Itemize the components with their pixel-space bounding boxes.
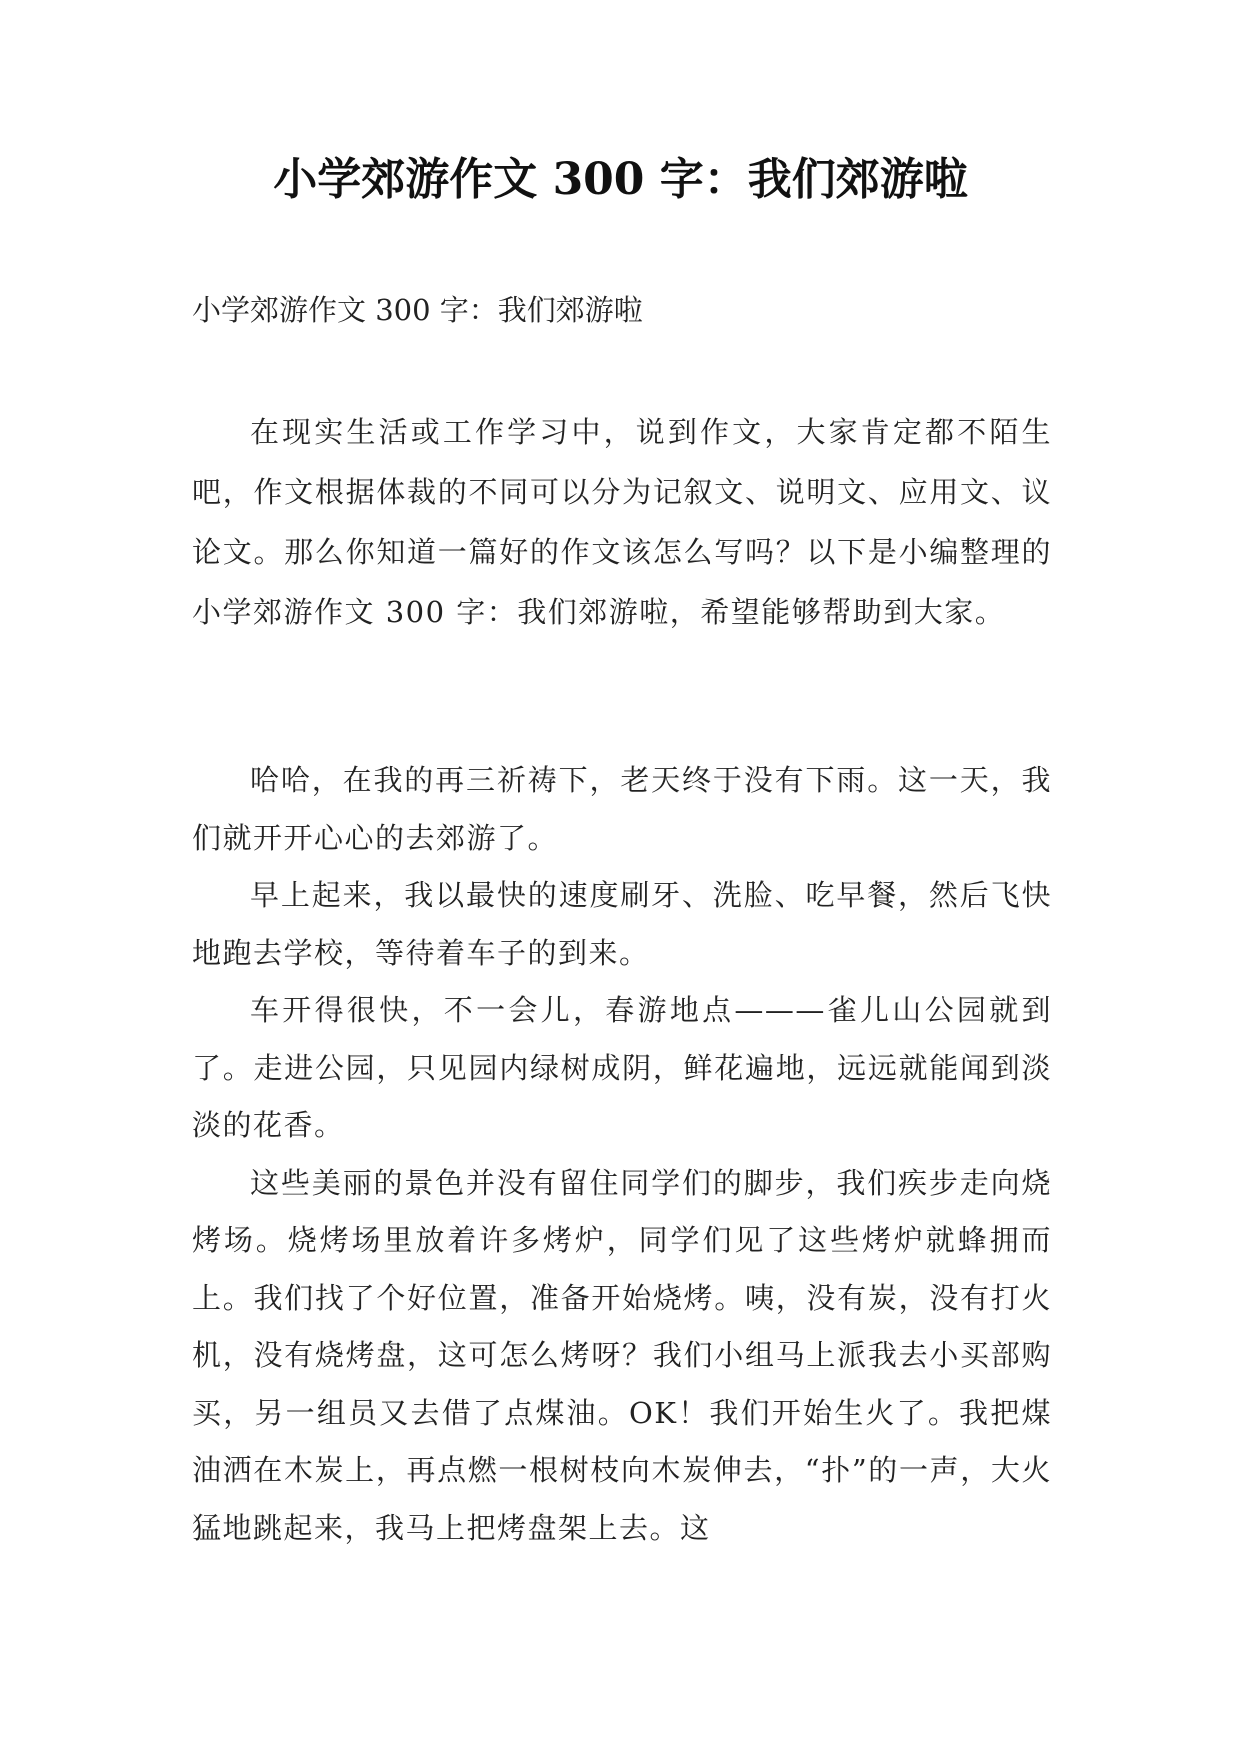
story-paragraph-2: 早上起来，我以最快的速度刷牙、洗脸、吃早餐，然后飞快地跑去学校，等待着车子的到来。 bbox=[192, 878, 1052, 970]
story-paragraph-1: 哈哈，在我的再三祈祷下，老天终于没有下雨。这一天，我们就开开心心的去郊游了。 bbox=[192, 763, 1052, 855]
document-title: 小学郊游作文 300 字：我们郊游啦 bbox=[273, 154, 968, 205]
story-section bbox=[192, 752, 1052, 1557]
intro-paragraph: 在现实生活或工作学习中，说到作文，大家肯定都不陌生吧，作文根据体裁的不同可以分为记叙文、说明文、应用文、议论文。那么你知道一篇好的作文该怎么写吗？以下是小编整理的小学郊游作文 300 字：我们郊游啦，希望能够帮助到大家。 bbox=[192, 415, 1052, 629]
story-paragraph-4: 这些美丽的景色并没有留住同学们的脚步，我们疾步走向烧烤场。烧烤场里放着许多烤炉，同学们见了这些烤炉就蜂拥而上。我们找了个好位置，准备开始烧烤。咦，没有炭，没有打火机，没有烧烤盘，这可怎么烤呀？我们小组马上派我去小买部购买，另一组员又去借了点煤油。OK！我们开始生火了。我把煤油洒在木炭上，再点燃一根树枝向木炭伸去，“扑”的一声，大火猛地跳起来，我马上把烤盘架上去。这 bbox=[192, 1165, 1052, 1545]
story-paragraph-3: 车开得很快，不一会儿，春游地点———雀儿山公园就到了。走进公园，只见园内绿树成阴，鲜花遍地，远远就能闻到淡淡的花香。 bbox=[192, 993, 1052, 1142]
document-subtitle: 小学郊游作文 300 字：我们郊游啦 bbox=[192, 293, 643, 327]
intro-section bbox=[192, 402, 1052, 642]
